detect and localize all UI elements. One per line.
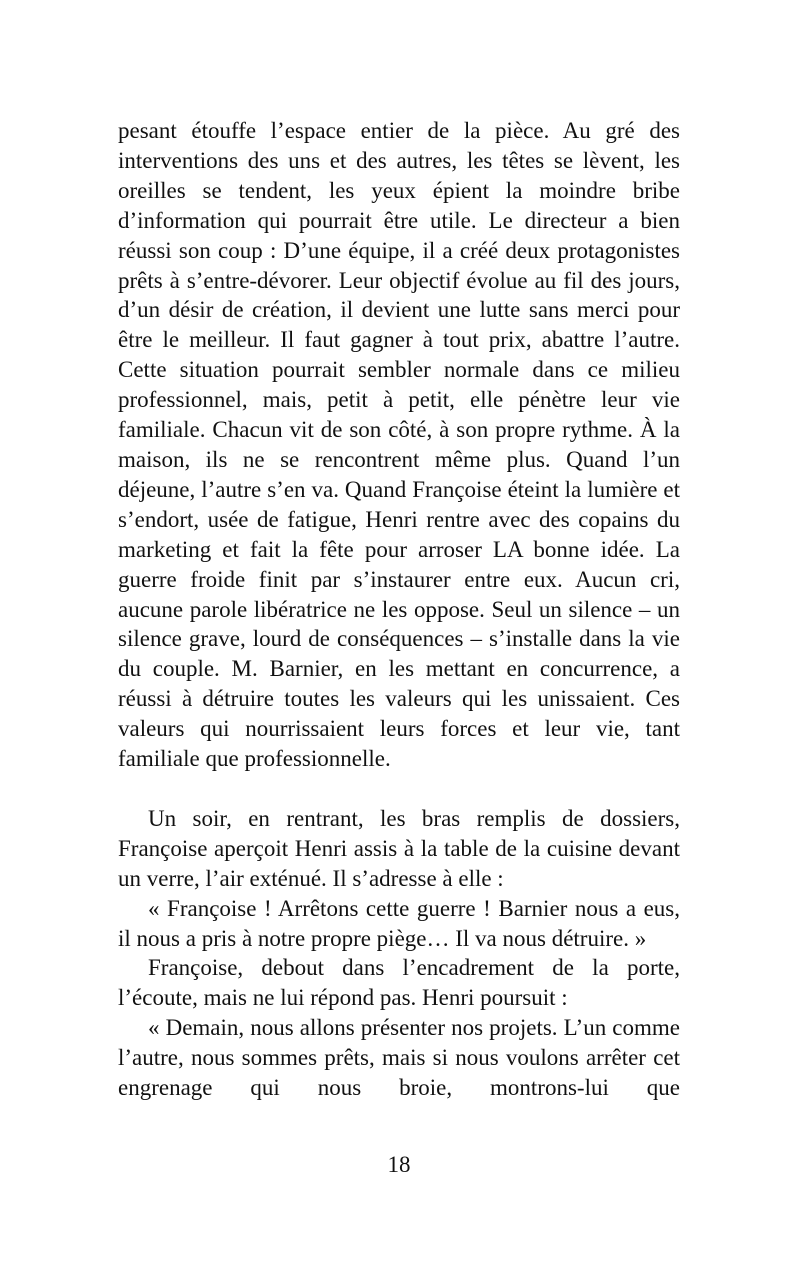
paragraph-2: Un soir, en rentrant, les bras remplis de dossiers, Françoise aperçoit Henri assis à la table de la cuisine devant un verre, l’air exténué. Il s’adresse à elle :: [118, 805, 680, 891]
page-body: [118, 116, 680, 1103]
paragraph-3: « Françoise ! Arrêtons cette guerre ! Barnier nous a eus, il nous a pris à notre propre piège… Il va nous détruire. »: [118, 895, 680, 951]
page-number: 18: [387, 1152, 411, 1177]
paragraph-4: Françoise, debout dans l’encadrement de la porte, l’écoute, mais ne lui répond pas. Henri poursuit :: [118, 955, 680, 1011]
paragraph-1: pesant étouffe l’espace entier de la pièce. Au gré des interventions des uns et des autres, les têtes se lèvent, les oreilles se tendent, les yeux épient la moindre bribe d’information qui pourrait être utile. Le directeur a bien réussi son coup : D’une équipe, il a créé deux protagonistes prêts à s’entre-dévorer. Leur objectif évolue au fil des jours, d’un désir de création, il devient une lutte sans merci pour être le meilleur. Il faut gagner à tout prix, abattre l’autre. Cette situation pourrait sembler normale dans ce milieu professionnel, mais, petit à petit, elle pénètre leur vie familiale. Chacun vit de son côté, à son propre rythme. À la maison, ils ne se rencontrent même plus. Quand l’un déjeune, l’autre s’en va. Quand Françoise éteint la lumière et s’endort, usée de fatigue, Henri rentre avec des copains du marketing et fait la fête pour arroser LA bonne idée. La guerre froide finit par s’instaurer entre eux. Aucun cri, aucune parole libératrice ne les oppose. Seul un silence – un silence grave, lourd de conséquences – s’installe dans la vie du couple. M. Barnier, en les mettant en concurrence, a réussi à détruire toutes les valeurs qui les unissaient. Ces valeurs qui nourrissaient leurs forces et leur vie, tant familiale que professionnelle.: [118, 118, 680, 772]
paragraph-5: « Demain, nous allons présenter nos projets. L’un comme l’autre, nous sommes prêts, mais si nous voulons arrêter cet engrenage qui nous broie, montrons-lui que: [118, 1015, 680, 1101]
